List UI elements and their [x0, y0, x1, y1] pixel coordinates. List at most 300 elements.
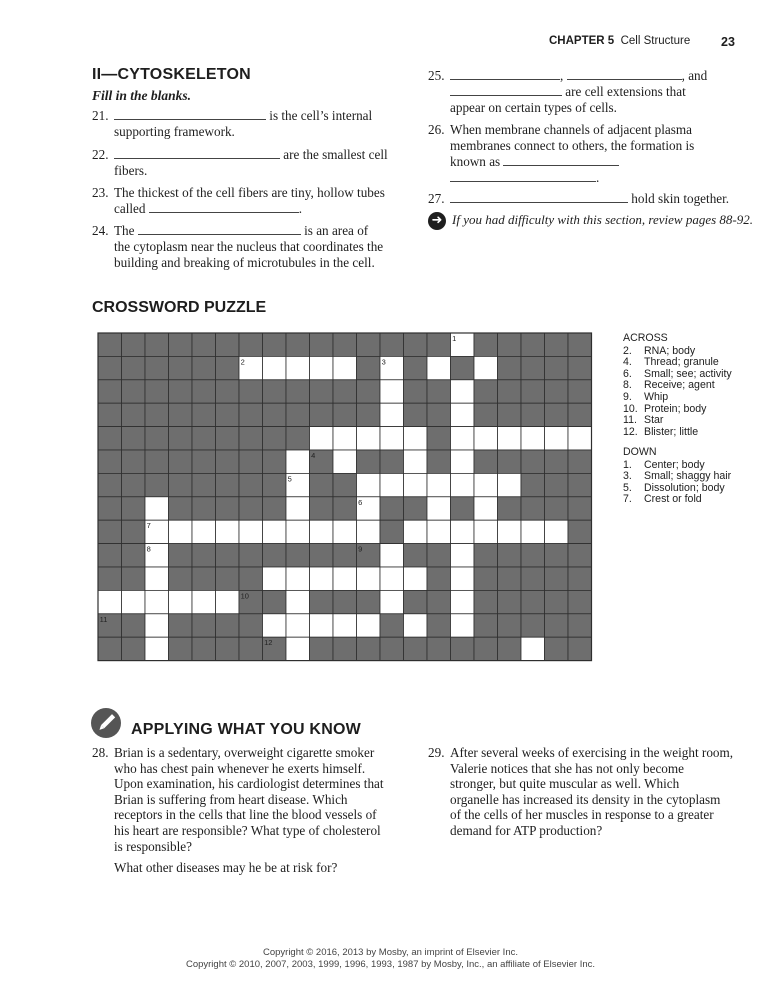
clue-number: 12. [623, 425, 638, 438]
crossword-cell[interactable] [521, 520, 545, 543]
crossword-cell[interactable] [310, 567, 334, 590]
question-line: demand for ATP production? [450, 822, 603, 838]
question-text: are cell extensions that [565, 84, 686, 99]
crossword-cell[interactable] [357, 614, 381, 637]
clue-text: Receive; agent [644, 379, 715, 392]
question-21 [92, 108, 402, 140]
clue-text: Star [644, 414, 664, 427]
crossword-cell[interactable] [263, 567, 287, 590]
crossword-cell[interactable] [451, 473, 475, 496]
crossword-block [239, 380, 263, 403]
clue-item [623, 380, 732, 392]
crossword-cell[interactable] [333, 427, 357, 450]
crossword-cell[interactable] [145, 590, 169, 613]
crossword-block [545, 356, 569, 379]
crossword-cell[interactable] [333, 450, 357, 473]
crossword-block [568, 590, 592, 613]
crossword-block [216, 637, 240, 660]
crossword-block [169, 614, 193, 637]
question-text: known as [450, 154, 501, 169]
crossword-cell[interactable] [192, 520, 216, 543]
crossword-cell[interactable] [216, 590, 240, 613]
question-24 [92, 223, 402, 271]
crossword-block [568, 544, 592, 567]
crossword-cell[interactable] [357, 427, 381, 450]
pencil-circle-icon [91, 708, 121, 738]
clue-text: Small; shaggy hair [644, 470, 732, 483]
crossword-cell[interactable] [427, 497, 451, 520]
crossword-block [357, 380, 381, 403]
answer-blank[interactable] [450, 191, 628, 203]
crossword-block [263, 380, 287, 403]
answer-blank[interactable] [450, 170, 596, 182]
crossword-cell[interactable] [357, 567, 381, 590]
crossword-block [568, 520, 592, 543]
crossword-block [427, 427, 451, 450]
crossword-cell[interactable] [404, 473, 428, 496]
clue-text: RNA; body [644, 344, 696, 357]
crossword-block [216, 614, 240, 637]
crossword-cell[interactable] [404, 520, 428, 543]
crossword-block [451, 497, 475, 520]
crossword-cell[interactable] [98, 590, 122, 613]
question-line: After several weeks of exercising in the weight room, [450, 745, 734, 760]
crossword-block [333, 544, 357, 567]
crossword-block [474, 333, 498, 356]
crossword-cell[interactable] [310, 520, 334, 543]
question-number: 23. [92, 185, 109, 200]
crossword-block [568, 403, 592, 426]
crossword-block [239, 497, 263, 520]
crossword-cell[interactable] [239, 520, 263, 543]
crossword-block [427, 567, 451, 590]
crossword-cell[interactable] [545, 520, 569, 543]
crossword-cell[interactable] [286, 567, 310, 590]
crossword-block [521, 473, 545, 496]
question-line: of the cells of her muscles in response to a greater [450, 807, 714, 823]
crossword-cell[interactable] [474, 356, 498, 379]
question-text: are the smallest cell [283, 147, 388, 162]
crossword-block [216, 497, 240, 520]
crossword-cell[interactable] [451, 380, 475, 403]
crossword-block [98, 473, 122, 496]
crossword-cell[interactable] [286, 637, 310, 660]
review-note [428, 212, 753, 230]
question-text: hold skin together. [631, 191, 730, 206]
crossword-cell[interactable] [474, 497, 498, 520]
crossword-block [216, 333, 240, 356]
copyright-line: Copyright © 2016, 2013 by Mosby, an imprint of Elsevier Inc. [262, 947, 518, 958]
crossword-block [310, 473, 334, 496]
crossword-block [122, 520, 146, 543]
crossword-cell[interactable] [380, 380, 404, 403]
question-line: organelle has increased its density in the cytoplasm [450, 791, 721, 807]
crossword-cell[interactable] [474, 520, 498, 543]
crossword-cell[interactable] [521, 637, 545, 660]
crossword-block [98, 520, 122, 543]
crossword-block [263, 427, 287, 450]
crossword-cell[interactable] [263, 520, 287, 543]
crossword-block [333, 403, 357, 426]
crossword-cell[interactable] [263, 356, 287, 379]
crossword-block [380, 614, 404, 637]
crossword-cell[interactable] [427, 520, 451, 543]
crossword-block [310, 380, 334, 403]
crossword-block [145, 403, 169, 426]
crossword-cell[interactable] [263, 614, 287, 637]
question-line: Upon examination, his cardiologist determines that [114, 776, 384, 792]
crossword-cell[interactable] [451, 544, 475, 567]
crossword-block [568, 356, 592, 379]
crossword-block [216, 567, 240, 590]
crossword-block [169, 637, 193, 660]
crossword-block [98, 497, 122, 520]
crossword-block [310, 544, 334, 567]
clue-text: Dissolution; body [644, 481, 725, 494]
crossword-block [333, 473, 357, 496]
crossword-block [169, 473, 193, 496]
crossword-block [545, 473, 569, 496]
crossword-block [122, 403, 146, 426]
crossword-block [333, 380, 357, 403]
clue-number: 10. [623, 402, 638, 415]
crossword-block [545, 450, 569, 473]
crossword-block [545, 637, 569, 660]
crossword-cell[interactable] [404, 614, 428, 637]
crossword-cell[interactable] [380, 544, 404, 567]
crossword-block [357, 403, 381, 426]
clue-number: 9. [623, 390, 632, 403]
clue-text: Small; see; activity [644, 367, 732, 380]
crossword-block [545, 567, 569, 590]
crossword-block [192, 427, 216, 450]
clue-text: Blister; little [644, 425, 699, 438]
crossword-cell[interactable] [380, 567, 404, 590]
crossword-clue-number: 2 [240, 357, 245, 367]
crossword-cell[interactable] [451, 590, 475, 613]
crossword-block [192, 333, 216, 356]
clue-text: Center; body [644, 458, 705, 471]
crossword-block [474, 637, 498, 660]
crossword-block [404, 637, 428, 660]
question-number: 25. [428, 68, 445, 83]
crossword-cell[interactable] [169, 590, 193, 613]
question-text: building and breaking of microtubules in the cell. [114, 255, 375, 270]
crossword-cell[interactable] [169, 520, 193, 543]
crossword-cell[interactable] [145, 497, 169, 520]
crossword-block [474, 544, 498, 567]
question-number: 26. [428, 122, 445, 137]
crossword-block [122, 567, 146, 590]
crossword-block [239, 614, 263, 637]
clue-number: 7. [623, 493, 632, 506]
crossword-cell[interactable] [427, 356, 451, 379]
crossword-cell[interactable] [380, 473, 404, 496]
crossword-block [263, 544, 287, 567]
crossword-grid [97, 332, 595, 664]
clue-number: 1. [623, 458, 632, 471]
crossword-block [357, 637, 381, 660]
clue-number: 8. [623, 379, 632, 392]
question-text: is an area of [304, 223, 369, 238]
crossword-cell[interactable] [357, 520, 381, 543]
chapter-title: Cell Structure [620, 35, 691, 47]
question-25 [428, 68, 748, 116]
crossword-block [286, 427, 310, 450]
crossword-cell[interactable] [451, 403, 475, 426]
question-number: 27. [428, 191, 445, 206]
question-29 [428, 745, 773, 839]
crossword-block [145, 427, 169, 450]
arrow-right-circle-icon: ➜ [428, 212, 446, 230]
question-text: When membrane channels of adjacent plasma [450, 122, 693, 137]
crossword-clue-number: 11 [99, 614, 108, 624]
crossword-block [545, 380, 569, 403]
crossword-cell[interactable] [451, 427, 475, 450]
crossword-block [169, 497, 193, 520]
crossword-cell[interactable] [333, 520, 357, 543]
crossword-block [474, 614, 498, 637]
crossword-block [545, 544, 569, 567]
page-number: 23 [721, 35, 735, 49]
crossword-block [169, 403, 193, 426]
crossword-block [521, 403, 545, 426]
crossword-clue-number: 12 [264, 638, 273, 648]
crossword-cell[interactable] [286, 497, 310, 520]
crossword-block [286, 380, 310, 403]
crossword-block [216, 473, 240, 496]
crossword-cell[interactable] [404, 567, 428, 590]
crossword-cell[interactable] [451, 614, 475, 637]
crossword-cell[interactable] [451, 450, 475, 473]
crossword-block [98, 544, 122, 567]
crossword-block [98, 380, 122, 403]
crossword-block [404, 333, 428, 356]
crossword-block [380, 497, 404, 520]
crossword-cell[interactable] [333, 614, 357, 637]
crossword-cell[interactable] [286, 520, 310, 543]
question-number: 28. [92, 745, 109, 760]
crossword-block [310, 497, 334, 520]
crossword-block [98, 637, 122, 660]
crossword-block [545, 497, 569, 520]
footer [0, 947, 781, 971]
crossword-cell[interactable] [216, 520, 240, 543]
crossword-block [451, 356, 475, 379]
crossword-block [545, 333, 569, 356]
crossword-block [98, 427, 122, 450]
question-text: membranes connect to others, the formation is [450, 138, 695, 153]
crossword-block [169, 333, 193, 356]
crossword-block [498, 497, 522, 520]
crossword-block [145, 450, 169, 473]
crossword-cell[interactable] [145, 567, 169, 590]
crossword-block [427, 544, 451, 567]
crossword-block [333, 497, 357, 520]
crossword-cell[interactable] [286, 614, 310, 637]
crossword-block [498, 544, 522, 567]
crossword-cell[interactable] [122, 590, 146, 613]
crossword-block [380, 450, 404, 473]
crossword-block [98, 356, 122, 379]
clue-item [623, 404, 732, 416]
crossword-block [404, 356, 428, 379]
crossword-block [263, 473, 287, 496]
crossword-cell[interactable] [333, 356, 357, 379]
crossword-block [333, 590, 357, 613]
crossword-block [521, 356, 545, 379]
crossword-block [286, 544, 310, 567]
crossword-block [122, 637, 146, 660]
answer-blank[interactable] [114, 147, 280, 159]
question-line: Brian is suffering from heart disease. Which [114, 791, 348, 807]
crossword-block [427, 614, 451, 637]
crossword-block [521, 333, 545, 356]
question-28 [92, 745, 412, 876]
crossword-block [474, 590, 498, 613]
crossword-block [545, 614, 569, 637]
crossword-block [216, 427, 240, 450]
crossword-block [568, 637, 592, 660]
crossword-clue-number: 8 [146, 544, 151, 554]
crossword-block [498, 567, 522, 590]
crossword-cell[interactable] [451, 567, 475, 590]
crossword-cell[interactable] [357, 473, 381, 496]
crossword-block [216, 403, 240, 426]
crossword-block [404, 590, 428, 613]
crossword-block [239, 567, 263, 590]
instruction: Fill in the blanks. [92, 88, 192, 103]
crossword-block [239, 544, 263, 567]
crossword-block [545, 403, 569, 426]
crossword-cell[interactable] [380, 427, 404, 450]
crossword-block [286, 403, 310, 426]
crossword-block [310, 637, 334, 660]
crossword-cell[interactable] [333, 567, 357, 590]
chapter-label: CHAPTER 5 [549, 35, 615, 47]
clues-across-heading: ACROSS [623, 332, 668, 344]
question-text: . [596, 170, 600, 185]
question-line: is responsible? [114, 838, 193, 854]
crossword-block [216, 380, 240, 403]
crossword-block [451, 637, 475, 660]
clue-number: 5. [623, 481, 632, 494]
crossword-cell[interactable] [192, 590, 216, 613]
question-text: The [114, 223, 135, 238]
crossword-block [568, 473, 592, 496]
crossword-block [427, 637, 451, 660]
crossword-block [357, 356, 381, 379]
crossword-cell[interactable] [310, 427, 334, 450]
crossword-block [521, 450, 545, 473]
crossword-block [498, 356, 522, 379]
answer-blank[interactable] [567, 68, 682, 80]
crossword-block [427, 590, 451, 613]
crossword-cell[interactable] [380, 590, 404, 613]
crossword-block [98, 403, 122, 426]
question-23 [92, 185, 402, 217]
crossword-cell[interactable] [498, 473, 522, 496]
question-number: 29. [428, 745, 445, 760]
answer-blank[interactable] [138, 223, 301, 235]
crossword-block [357, 450, 381, 473]
crossword-cell[interactable] [521, 427, 545, 450]
question-line: who has chest pain whenever he exerts himself. [114, 760, 366, 776]
crossword-cell[interactable] [498, 520, 522, 543]
clue-item [623, 427, 732, 439]
clue-text: Thread; granule [644, 356, 719, 369]
crossword-cell[interactable] [145, 637, 169, 660]
crossword-cell[interactable] [145, 614, 169, 637]
answer-blank[interactable] [503, 154, 619, 166]
answer-blank[interactable] [450, 68, 560, 80]
answer-blank[interactable] [149, 201, 299, 213]
crossword-cell[interactable] [451, 520, 475, 543]
crossword-block [192, 450, 216, 473]
crossword-cell[interactable] [310, 356, 334, 379]
crossword-block [192, 473, 216, 496]
question-text: , [560, 68, 564, 83]
crossword-block [145, 473, 169, 496]
crossword-clue-number: 6 [358, 497, 363, 507]
crossword-cell[interactable] [498, 427, 522, 450]
crossword-block [498, 614, 522, 637]
crossword-block [521, 590, 545, 613]
answer-blank[interactable] [114, 108, 266, 120]
crossword-clue-number: 1 [452, 334, 457, 343]
crossword-block [169, 544, 193, 567]
crossword-cell[interactable] [286, 356, 310, 379]
crossword-block [239, 427, 263, 450]
crossword-cell[interactable] [474, 427, 498, 450]
crossword-block [192, 356, 216, 379]
crossword-block [192, 380, 216, 403]
section-title: II—CYTOSKELETON [92, 66, 251, 83]
crossword-block [98, 567, 122, 590]
question-text: the cytoplasm near the nucleus that coordinates the [114, 239, 384, 254]
crossword-block [169, 380, 193, 403]
crossword-cell[interactable] [286, 450, 310, 473]
clues-across [623, 333, 732, 438]
crossword-block [192, 497, 216, 520]
clue-number: 11. [623, 414, 637, 427]
crossword-block [427, 450, 451, 473]
clue-item [623, 494, 731, 506]
question-line: his heart are responsible? What type of cholesterol [114, 822, 381, 838]
crossword-cell[interactable] [427, 473, 451, 496]
question-26 [428, 122, 748, 186]
crossword-cell[interactable] [545, 427, 569, 450]
crossword-cell[interactable] [568, 427, 592, 450]
question-number: 24. [92, 223, 109, 238]
crossword-block [474, 403, 498, 426]
crossword-block [169, 356, 193, 379]
crossword-cell[interactable] [474, 473, 498, 496]
crossword-cell[interactable] [404, 427, 428, 450]
crossword-cell[interactable] [380, 403, 404, 426]
crossword-block [333, 637, 357, 660]
crossword-block [239, 403, 263, 426]
crossword-block [192, 403, 216, 426]
crossword-cell[interactable] [310, 614, 334, 637]
copyright-line: Copyright © 2010, 2007, 2003, 1999, 1996, 1993, 1987 by Mosby, Inc., an affiliate of Elsevier Inc. [185, 959, 596, 970]
clue-number: 6. [623, 367, 632, 380]
answer-blank[interactable] [450, 84, 562, 96]
crossword-cell[interactable] [286, 590, 310, 613]
crossword-cell[interactable] [404, 450, 428, 473]
crossword-block [122, 333, 146, 356]
crossword-block [498, 637, 522, 660]
